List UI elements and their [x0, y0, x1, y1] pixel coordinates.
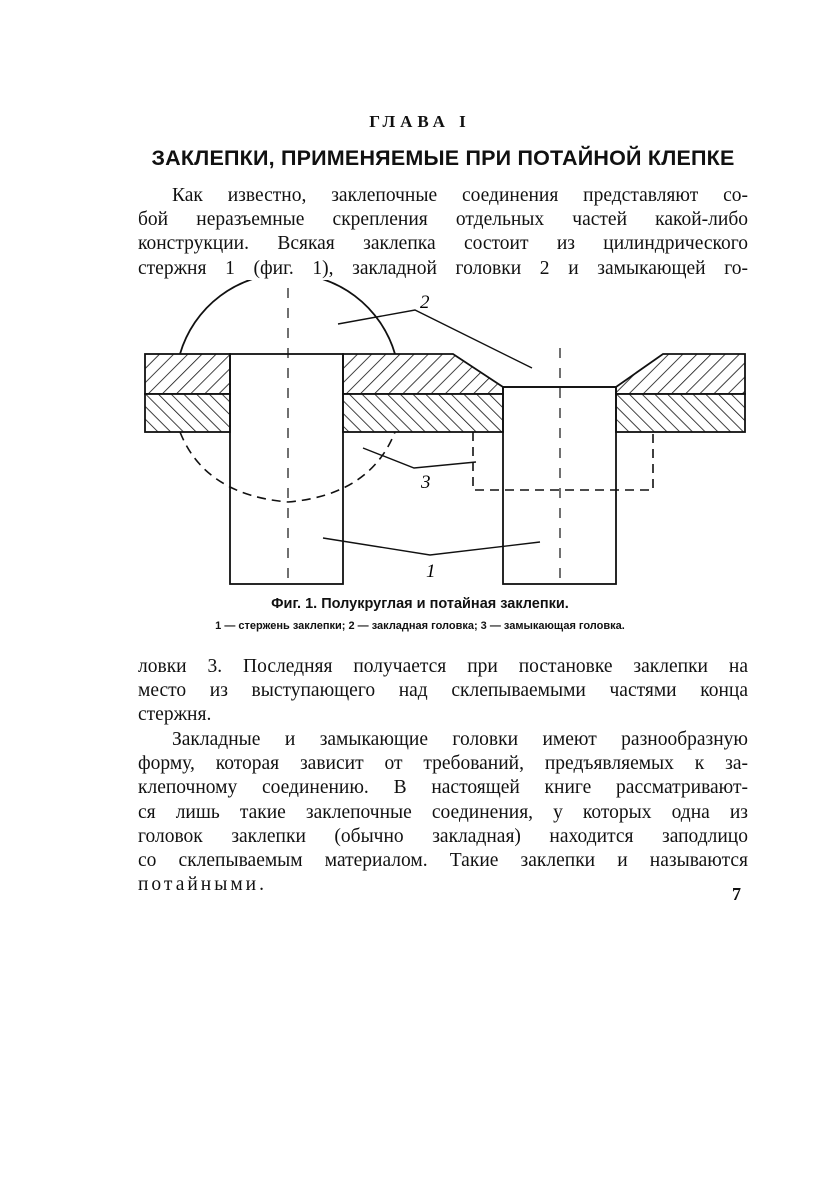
chapter-label: ГЛАВА I	[369, 112, 471, 131]
left-shank	[230, 354, 343, 584]
text-line: форму, которая зависит от требований, предъявляемых к за-	[138, 753, 748, 775]
bottom-plate	[145, 394, 745, 432]
text-line: Закладные и замыкающие головки имеют разнообразную	[172, 729, 748, 750]
text-line: Как известно, заклепочные соединения представляют со-	[172, 185, 748, 206]
figure-legend: 1 — стержень заклепки; 2 — закладная головка; 3 — замыкающая головка.	[215, 620, 625, 632]
paragraph-1	[138, 184, 748, 281]
label-3: 3	[421, 472, 431, 493]
text-line: ся лишь такие заклепочные соединения, у которых одна из	[138, 801, 748, 823]
text-line: стержня 1 (фиг. 1), закладной головки 2 и замыкающей го-	[138, 257, 748, 279]
text-line: клепочному соединению. В настоящей книге рассматривают-	[138, 777, 748, 799]
text-line: стержня.	[138, 704, 212, 726]
text-line: ловки 3. Последняя получается при постановке заклепки на	[138, 656, 748, 677]
text-line: со склепываемым материалом. Такие заклепки и называются	[138, 849, 748, 871]
label-1: 1	[426, 561, 436, 582]
page-number: 7	[732, 884, 741, 904]
paragraph-2	[138, 655, 748, 728]
rivet-figure	[120, 280, 760, 600]
text-line: потайными.	[138, 874, 267, 896]
chapter-title: ЗАКЛЕПКИ, ПРИМЕНЯЕМЫЕ ПРИ ПОТАЙНОЙ КЛЕПКЕ	[151, 146, 735, 170]
text-line: конструкции. Всякая заклепка состоит из цилиндрического	[138, 233, 748, 255]
paragraph-3	[138, 728, 748, 897]
figure-caption: Фиг. 1. Полукруглая и потайная заклепки.	[271, 596, 569, 612]
text-line: место из выступающего над склепываемыми частями конца	[138, 680, 748, 702]
text-line: головок заклепки (обычно закладная) находится заподлицо	[138, 825, 748, 847]
label-2: 2	[420, 292, 430, 313]
flat-closing-head	[473, 432, 653, 490]
top-plate	[145, 354, 745, 394]
text-line: бой неразъемные скрепления отдельных частей какой-либо	[138, 209, 748, 231]
